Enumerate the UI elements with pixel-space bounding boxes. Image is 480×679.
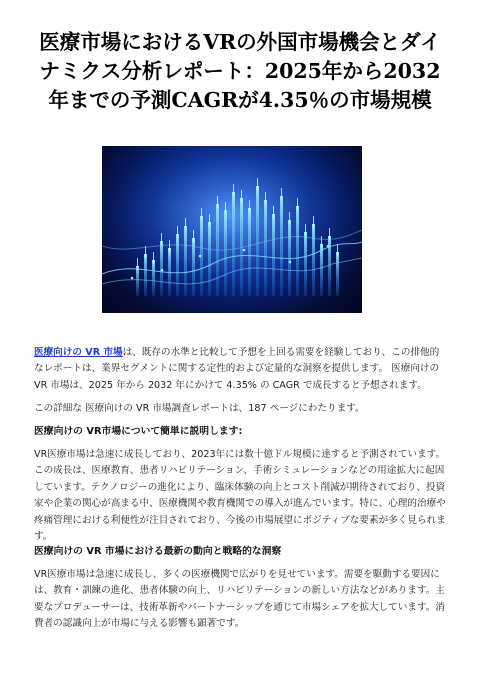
illustration-bar <box>336 252 339 296</box>
illustration-bar <box>184 226 187 296</box>
section1-text: VR医療市場は急速に成長しており、2023年には数十億ドル規模に達すると予測されています。この成長は、医療教育、患者リハビリテーション、手術シミュレーションなどの用途拡大に起因しています。テクノロジーの進化により、臨床体験の向上とコスト削減が期待されており、投資家や企業の関心が高まる中、医療機関や教育機関での導入が進んでいます。特に、心理的治療や疼痛管理における利便性が注目されており、今後の市場展望にポジティブな要素が多く見られます。 <box>34 449 446 543</box>
illustration-bar <box>160 241 163 296</box>
illustration-bar <box>272 214 275 296</box>
illustration-bar <box>224 210 227 296</box>
chart-illustration-icon <box>102 146 362 313</box>
section1-heading: 医療向けの VR市場について簡単に説明します: <box>34 426 243 437</box>
illustration-bar <box>176 234 179 296</box>
illustration-bar <box>208 222 211 296</box>
hero-chart-image <box>102 146 362 313</box>
illustration-bar <box>312 224 315 296</box>
illustration-bar <box>232 192 235 296</box>
illustration-bar <box>304 232 307 296</box>
intro-paragraph <box>34 345 446 394</box>
illustration-bar <box>288 220 291 296</box>
section2-text: VR医療市場は急速に成長し、多くの医療機関で広がりを見せています。需要を駆動する要因には、教育・訓練の進化、患者体験の向上、リハビリテーションの新しい方法などがあります。主要なプロデューサーは、技術革新やパートナーシップを通じて市場シェアを拡大しています。消費者の認識向上が市場に与える影響も顕著です。 <box>34 569 445 630</box>
illustration-bar <box>296 206 299 296</box>
illustration-bar <box>264 200 267 296</box>
market-link[interactable]: 医療向けの VR 市場 <box>34 347 123 358</box>
illustration-bar <box>152 260 155 296</box>
illustration-bar <box>320 244 323 296</box>
illustration-bar <box>144 254 147 296</box>
illustration-bar <box>248 208 251 296</box>
section2-heading: 医療向けの VR 市場における最新の動向と戦略的な洞察 <box>34 546 282 557</box>
page-title: 医療市場におけるVRの外国市場機会とダイナミクス分析レポート：2025年から2032年までの予測CAGRが4.35％の市場規模 <box>39 30 441 112</box>
illustration-bar <box>256 186 259 296</box>
illustration-bar <box>136 266 139 296</box>
illustration-bar <box>280 196 283 296</box>
intro-text: は、既存の水準と比較して予想を上回る需要を経験しており、この排他的なレポートは、業界セグメントに関する定性的および定量的な洞察を提供します。 医療向けの VR 市場は、2025 年から 2032 年にかけて 4.35% の CAGR で成長すると予想されます。 <box>34 347 440 391</box>
pages-note: この詳細な 医療向けの VR 市場調査レポートは、187 ページにわたります。 <box>34 403 365 414</box>
